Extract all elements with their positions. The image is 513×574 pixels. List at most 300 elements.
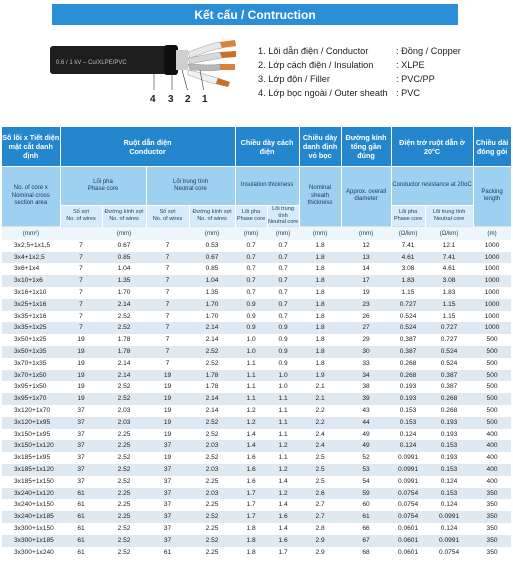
table-row [2,535,511,547]
legend-item [258,74,498,88]
cell-ins-neutral: 1.1 [267,429,299,441]
cell-res-phase: 0.124 [391,440,425,452]
cell-diameter: 23 [341,299,391,311]
cell-section: 3x120+1x95 [2,417,60,429]
cell-phase-wire-dia: 1.04 [102,263,146,275]
cell-neutral-wire-dia: 0.53 [189,240,235,252]
cell-phase-wires: 19 [60,334,102,346]
cell-neutral-wires: 37 [146,464,189,476]
cell-phase-wire-dia: 1.70 [102,287,146,299]
cell-diameter: 19 [341,287,391,299]
cell-ins-phase: 1.4 [235,440,267,452]
cell-sheath: 2.7 [299,499,341,511]
table-row [2,252,511,264]
cell-neutral-wires: 7 [146,240,189,252]
cell-ins-neutral: 0.7 [267,240,299,252]
cell-diameter: 53 [341,464,391,476]
cell-section: 3x185+1x120 [2,464,60,476]
cell-neutral-wire-dia: 2.52 [189,417,235,429]
cell-length: 500 [473,346,511,358]
cell-phase-wire-dia: 2.25 [102,499,146,511]
cell-phase-wires: 19 [60,381,102,393]
cell-ins-phase: 1.1 [235,381,267,393]
cell-res-neutral: 0.524 [425,346,473,358]
cell-res-phase: 0.387 [391,334,425,346]
header-diameter: Đường kính tổng gần đúng [341,127,391,167]
header-neutral-wire-dia: Đường kính sợi No. of wires [189,206,235,227]
cell-section: 3x95+1x50 [2,381,60,393]
cell-section: 3x16+1x10 [2,287,60,299]
cable-spec-table [2,127,512,558]
cell-diameter: 17 [341,275,391,287]
cell-phase-wire-dia: 2.03 [102,417,146,429]
legend-label: 1. Lõi dẫn điện / Conductor [258,46,369,56]
cell-res-neutral: 0.153 [425,488,473,500]
cell-diameter: 39 [341,393,391,405]
unit-mm: (mm) [299,226,341,240]
header-neutral-wires: Số sợi No. of wires [146,206,189,227]
table-row [2,358,511,370]
cell-section: 3x70+1x35 [2,358,60,370]
cell-section: 3x300+1x240 [2,547,60,559]
cell-ins-neutral: 1.0 [267,381,299,393]
cell-sheath: 1.8 [299,299,341,311]
cell-length: 500 [473,393,511,405]
cell-phase-wires: 61 [60,535,102,547]
cable-cross-section-illustration [50,40,250,90]
cell-section: 3x120+1x70 [2,405,60,417]
unit-mm: (mm) [235,226,267,240]
unit-mm: (mm) [189,226,235,240]
cell-phase-wires: 37 [60,417,102,429]
cell-phase-wires: 19 [60,393,102,405]
cell-ins-neutral: 1.4 [267,499,299,511]
cell-res-phase: 0.387 [391,346,425,358]
cell-res-phase: 0.124 [391,429,425,441]
cell-neutral-wire-dia: 2.52 [189,346,235,358]
cell-res-phase: 0.727 [391,299,425,311]
cell-sheath: 1.8 [299,287,341,299]
unit-m: (m) [473,226,511,240]
cell-neutral-wire-dia: 1.35 [189,287,235,299]
cell-sheath: 2.8 [299,523,341,535]
cell-ins-phase: 1.8 [235,535,267,547]
legend-label: 4. Lớp bọc ngoài / Outer sheath [258,88,388,98]
cell-res-neutral: 1.15 [425,299,473,311]
header-ins-neutral: Lõi trung tính Neutral core [267,206,299,226]
header-res-neutral: Lõi trung tính Neutral core [425,206,473,227]
cell-length: 500 [473,405,511,417]
unit-blank [146,226,189,240]
cell-neutral-wire-dia: 2.52 [189,452,235,464]
cell-res-phase: 4.61 [391,252,425,264]
table-row [2,370,511,382]
cell-length: 1000 [473,252,511,264]
unit-ohm: (Ω/km) [391,226,425,240]
cell-res-phase: 0.268 [391,358,425,370]
cell-ins-phase: 0.7 [235,287,267,299]
cell-sheath: 1.9 [299,370,341,382]
header-neutral-core: Lõi trung tính Neutral core [146,167,235,206]
cell-res-neutral: 12.1 [425,240,473,252]
cell-ins-neutral: 0.9 [267,346,299,358]
cell-ins-neutral: 0.9 [267,334,299,346]
cell-diameter: 12 [341,240,391,252]
cell-diameter: 26 [341,311,391,323]
cell-sheath: 2.6 [299,488,341,500]
header-conductor: Ruột dẫn điện Conductor [60,127,235,167]
cell-neutral-wires: 37 [146,523,189,535]
cell-neutral-wires: 7 [146,287,189,299]
legend-item [258,88,498,102]
header-resistance: Điện trở ruột dẫn ở 20°C [391,127,473,167]
table-row [2,499,511,511]
cell-res-neutral: 0.153 [425,440,473,452]
cell-neutral-wires: 61 [146,547,189,559]
cell-phase-wires: 7 [60,240,102,252]
cell-neutral-wires: 19 [146,405,189,417]
cell-section: 3x25+1x16 [2,299,60,311]
table-row [2,464,511,476]
cell-phase-wires: 7 [60,322,102,334]
cell-ins-neutral: 0.7 [267,275,299,287]
header-length: Chiều dài đóng gói [473,127,511,167]
cell-ins-neutral: 0.7 [267,263,299,275]
cell-neutral-wires: 7 [146,263,189,275]
cell-ins-phase: 1.6 [235,476,267,488]
cell-section: 3x240+1x120 [2,488,60,500]
cell-neutral-wire-dia: 2.03 [189,488,235,500]
cell-neutral-wire-dia: 2.14 [189,393,235,405]
cell-ins-phase: 1.2 [235,417,267,429]
table-body [2,240,511,559]
cell-neutral-wires: 7 [146,334,189,346]
cell-res-neutral: 4.61 [425,263,473,275]
cell-phase-wire-dia: 2.52 [102,452,146,464]
cell-sheath: 1.8 [299,275,341,287]
unit-ohm: (Ω/km) [425,226,473,240]
cell-ins-neutral: 1.6 [267,535,299,547]
cell-sheath: 1.8 [299,311,341,323]
table-row [2,488,511,500]
cell-neutral-wires: 7 [146,322,189,334]
cell-section: 3x240+1x150 [2,499,60,511]
table-row [2,440,511,452]
cell-neutral-wire-dia: 0.67 [189,252,235,264]
cell-phase-wire-dia: 1.78 [102,346,146,358]
legend-value: : PVC/PP [396,74,435,84]
cell-res-neutral: 0.193 [425,417,473,429]
cell-length: 500 [473,334,511,346]
header-phase-core: Lõi pha Phase core [60,167,146,206]
cell-ins-neutral: 0.9 [267,322,299,334]
layer-number: 1 [202,94,208,105]
cell-ins-neutral: 1.1 [267,405,299,417]
cell-sheath: 2.5 [299,464,341,476]
cell-neutral-wires: 37 [146,440,189,452]
cell-phase-wires: 19 [60,370,102,382]
cell-phase-wires: 61 [60,523,102,535]
cell-neutral-wire-dia: 2.25 [189,523,235,535]
table-row [2,452,511,464]
cell-length: 500 [473,417,511,429]
table-row [2,547,511,559]
cell-neutral-wires: 37 [146,499,189,511]
cell-diameter: 27 [341,322,391,334]
cell-res-phase: 0.0754 [391,499,425,511]
cell-neutral-wires: 7 [146,252,189,264]
cell-sheath: 1.8 [299,334,341,346]
cell-ins-neutral: 1.4 [267,476,299,488]
cell-res-neutral: 0.124 [425,499,473,511]
cell-section: 3x300+1x185 [2,535,60,547]
cell-res-phase: 0.0754 [391,488,425,500]
cell-sheath: 2.5 [299,476,341,488]
header-sheath-en: Nominal sheath thickness [299,167,341,227]
cell-length: 350 [473,547,511,559]
cell-phase-wires: 7 [60,287,102,299]
cell-neutral-wire-dia: 2.14 [189,334,235,346]
cell-ins-phase: 1.7 [235,499,267,511]
cell-neutral-wire-dia: 2.14 [189,322,235,334]
table-row [2,381,511,393]
cell-length: 1000 [473,287,511,299]
cell-res-neutral: 0.0991 [425,535,473,547]
cell-phase-wire-dia: 2.14 [102,358,146,370]
cell-diameter: 59 [341,488,391,500]
cell-sheath: 1.8 [299,263,341,275]
cell-res-neutral: 1.83 [425,287,473,299]
cell-ins-phase: 0.7 [235,240,267,252]
cell-phase-wire-dia: 2.52 [102,311,146,323]
cell-ins-phase: 1.0 [235,346,267,358]
cell-phase-wire-dia: 2.03 [102,405,146,417]
cell-neutral-wire-dia: 2.25 [189,476,235,488]
cell-neutral-wire-dia: 1.04 [189,275,235,287]
cell-section: 3x95+1x70 [2,393,60,405]
cell-res-phase: 0.0991 [391,476,425,488]
cell-phase-wire-dia: 2.25 [102,429,146,441]
cell-neutral-wire-dia: 2.25 [189,547,235,559]
cell-sheath: 2.9 [299,547,341,559]
unit-mm: (mm) [102,226,146,240]
cell-neutral-wire-dia: 1.78 [189,381,235,393]
header-diameter-en: Approx. overall diameter [341,167,391,227]
cell-phase-wires: 7 [60,299,102,311]
cell-section: 3x185+1x150 [2,476,60,488]
cell-res-phase: 0.193 [391,393,425,405]
cell-ins-neutral: 1.6 [267,511,299,523]
cell-ins-neutral: 1.1 [267,417,299,429]
header-section: Số lõi x Tiết diện mặt cắt danh định [2,127,60,167]
cell-ins-phase: 1.6 [235,452,267,464]
cell-length: 500 [473,358,511,370]
cell-diameter: 29 [341,334,391,346]
cell-diameter: 60 [341,499,391,511]
cell-ins-phase: 0.9 [235,322,267,334]
table-row [2,393,511,405]
cell-length: 350 [473,499,511,511]
cell-ins-phase: 0.9 [235,299,267,311]
table-row [2,476,511,488]
cell-res-neutral: 0.524 [425,358,473,370]
cell-length: 400 [473,476,511,488]
cell-neutral-wire-dia: 1.70 [189,311,235,323]
cell-phase-wires: 37 [60,452,102,464]
cell-res-neutral: 0.387 [425,381,473,393]
cell-ins-phase: 1.0 [235,334,267,346]
cell-section: 3x2,5+1x1,5 [2,240,60,252]
cell-diameter: 43 [341,405,391,417]
cell-length: 350 [473,511,511,523]
cell-diameter: 68 [341,547,391,559]
cell-neutral-wire-dia: 2.52 [189,535,235,547]
cell-phase-wires: 7 [60,311,102,323]
header-length-en: Packing length [473,167,511,227]
cell-ins-phase: 1.6 [235,464,267,476]
cell-diameter: 44 [341,417,391,429]
cell-length: 400 [473,440,511,452]
cell-res-neutral: 1.15 [425,311,473,323]
cell-neutral-wire-dia: 1.78 [189,370,235,382]
table-row [2,275,511,287]
cell-ins-phase: 0.7 [235,275,267,287]
cell-phase-wires: 7 [60,263,102,275]
cell-neutral-wires: 19 [146,417,189,429]
cell-sheath: 1.8 [299,252,341,264]
cell-neutral-wire-dia: 2.52 [189,511,235,523]
cell-diameter: 13 [341,252,391,264]
cell-phase-wire-dia: 1.78 [102,334,146,346]
cell-phase-wire-dia: 2.14 [102,370,146,382]
cell-phase-wire-dia: 1.35 [102,275,146,287]
header-phase-wires: Số sợi No. of wires [60,206,102,227]
cell-res-phase: 3.08 [391,263,425,275]
unit-mm: (mm) [267,226,299,240]
header-sheath: Chiều dày danh định vỏ bọc [299,127,341,167]
cell-length: 400 [473,429,511,441]
cell-res-neutral: 0.0991 [425,511,473,523]
cell-res-neutral: 0.727 [425,334,473,346]
cell-phase-wires: 61 [60,499,102,511]
cell-phase-wires: 37 [60,476,102,488]
cell-neutral-wire-dia: 2.25 [189,499,235,511]
cell-section: 3x4+1x2,5 [2,252,60,264]
cell-neutral-wires: 37 [146,476,189,488]
cell-ins-phase: 1.1 [235,393,267,405]
cell-res-phase: 0.268 [391,370,425,382]
layer-number: 4 [150,94,156,105]
cell-sheath: 1.8 [299,358,341,370]
cell-neutral-wires: 7 [146,275,189,287]
cell-res-phase: 0.153 [391,417,425,429]
table-row [2,299,511,311]
cell-diameter: 67 [341,535,391,547]
legend-item [258,60,498,74]
cell-phase-wire-dia: 2.52 [102,464,146,476]
cell-sheath: 1.8 [299,322,341,334]
cell-ins-neutral: 0.7 [267,299,299,311]
cell-res-neutral: 0.268 [425,393,473,405]
cell-res-phase: 0.0601 [391,523,425,535]
cell-section: 3x240+1x185 [2,511,60,523]
cell-ins-neutral: 1.2 [267,488,299,500]
cell-diameter: 66 [341,523,391,535]
cell-section: 3x6+1x4 [2,263,60,275]
unit-section: (mm²) [2,226,60,240]
cell-phase-wires: 37 [60,440,102,452]
legend-label: 3. Lớp độn / Filler [258,74,330,84]
cell-ins-phase: 0.9 [235,311,267,323]
cell-sheath: 1.8 [299,346,341,358]
cell-section: 3x300+1x150 [2,523,60,535]
cell-ins-neutral: 1.1 [267,452,299,464]
table-row [2,346,511,358]
cell-res-neutral: 0.387 [425,370,473,382]
cell-neutral-wire-dia: 2.52 [189,429,235,441]
header-res-phase: Lõi pha Phase core [391,206,425,227]
cell-res-phase: 0.0601 [391,547,425,559]
cell-res-neutral: 0.153 [425,464,473,476]
layer-number: 3 [168,94,174,105]
cell-neutral-wires: 7 [146,358,189,370]
cell-phase-wire-dia: 2.52 [102,393,146,405]
table-row [2,523,511,535]
cell-diameter: 49 [341,440,391,452]
cell-length: 1000 [473,263,511,275]
cell-phase-wire-dia: 2.25 [102,511,146,523]
unit-blank [60,226,102,240]
cell-neutral-wire-dia: 0.85 [189,263,235,275]
cell-phase-wire-dia: 2.52 [102,547,146,559]
cell-length: 1000 [473,240,511,252]
cell-neutral-wires: 19 [146,429,189,441]
cell-neutral-wires: 19 [146,393,189,405]
cell-phase-wires: 37 [60,405,102,417]
cell-phase-wires: 37 [60,429,102,441]
cell-ins-neutral: 1.1 [267,393,299,405]
cell-res-neutral: 0.268 [425,405,473,417]
cell-phase-wires: 61 [60,511,102,523]
cell-phase-wires: 7 [60,275,102,287]
cell-diameter: 34 [341,370,391,382]
cell-ins-neutral: 0.9 [267,358,299,370]
header-insulation-en: Insulation thickness [235,167,299,206]
cell-sheath: 2.2 [299,417,341,429]
table-row [2,240,511,252]
table-row [2,311,511,323]
cell-res-phase: 0.0601 [391,535,425,547]
legend-item [258,46,498,60]
cell-res-phase: 1.15 [391,287,425,299]
cell-phase-wire-dia: 2.25 [102,440,146,452]
cell-diameter: 54 [341,476,391,488]
header-section-en: No. of core x Nominal cross section area [2,167,60,227]
cell-length: 500 [473,381,511,393]
cell-diameter: 38 [341,381,391,393]
cell-neutral-wire-dia: 2.52 [189,358,235,370]
cell-diameter: 14 [341,263,391,275]
header-ins-phase: Lõi pha Phase core [235,206,267,227]
cell-length: 500 [473,370,511,382]
cell-phase-wires: 7 [60,252,102,264]
cell-sheath: 2.1 [299,393,341,405]
cell-length: 350 [473,535,511,547]
cell-length: 400 [473,464,511,476]
cell-phase-wire-dia: 2.52 [102,381,146,393]
cell-ins-neutral: 1.4 [267,523,299,535]
cell-neutral-wires: 37 [146,511,189,523]
